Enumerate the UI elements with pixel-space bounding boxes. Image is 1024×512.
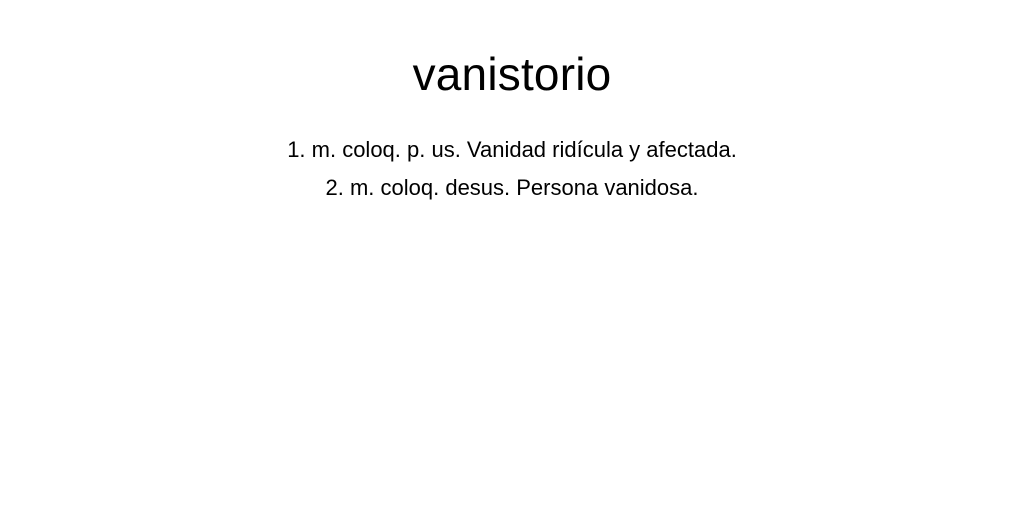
headword: vanistorio [412,48,612,100]
definition-1: 1. m. coloq. p. us. Vanidad ridícula y afectada. [287,137,737,162]
definition-2: 2. m. coloq. desus. Persona vanidosa. [325,175,699,200]
definition-list [0,131,1024,207]
